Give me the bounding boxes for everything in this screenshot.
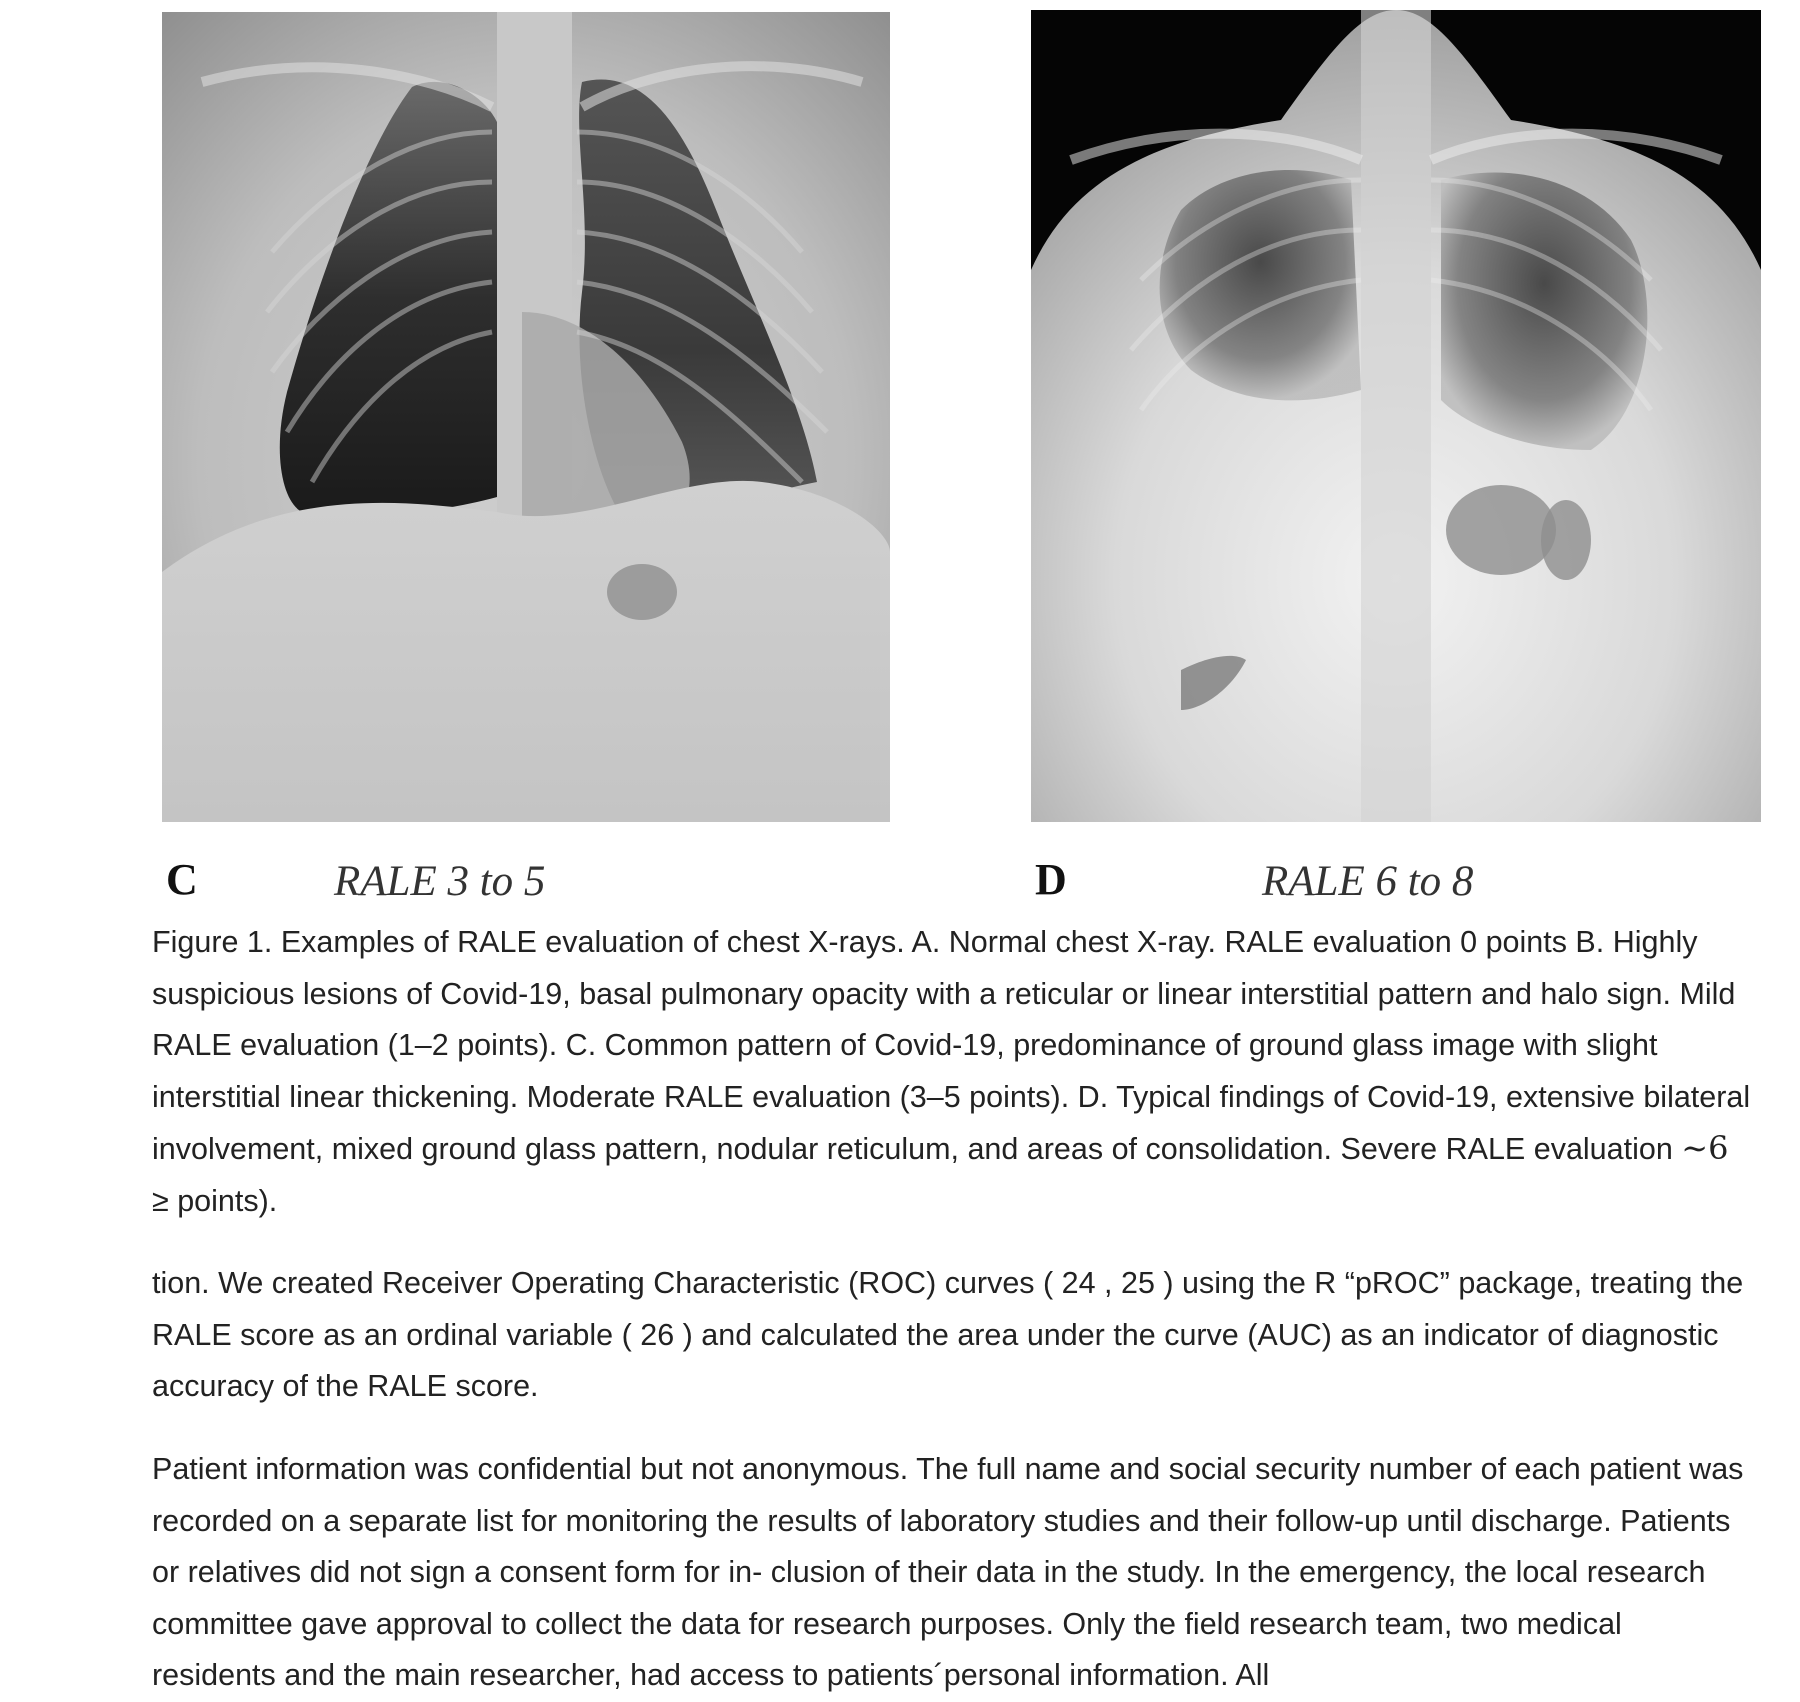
approx-symbol: ∼6 xyxy=(1681,1129,1729,1167)
panel-label-d: D xyxy=(1035,855,1067,904)
figure-caption-end: ≥ points). xyxy=(152,1183,278,1218)
figure-caption-text: Figure 1. Examples of RALE evaluation of chest X-rays. A. Normal chest X-ray. RALE evaluation 0 points B. Highly suspicious lesions of Covid-19, basal pulmonary opacity with a reticular or linear interstitial pattern and halo sign. Mild RALE evaluation (1–2 points). C. Common pattern of Covid-19, predominance of ground glass image with slight interstitial linear thickening. Moderate RALE evaluation (3–5 points). D. Typical findings of Covid-19, extensive bilateral involvement, mixed ground glass pattern, nodular reticulum, and areas of consolidation. Severe RALE evaluation xyxy=(152,925,1751,1166)
body-paragraph: Patient information was confidential but not anonymous. The full name and social security number of each patient was recorded on a separate list for monitoring the results of laboratory studies and their follow-up until discharge. Patients or relatives did not sign a consent form for in- clusion of their data in the study. In the emergency, the local research committee gave approval to collect the data for research purposes. Only the field research team, two medical residents and the main researcher, had access to patients´personal information. All xyxy=(152,1452,1744,1692)
chest-xray-c xyxy=(162,12,890,822)
panel-caption-d: RALE 6 to 8 xyxy=(1262,858,1474,905)
panel-caption-c: RALE 3 to 5 xyxy=(334,858,546,905)
chest-xray-d xyxy=(1031,10,1761,822)
body-paragraph: tion. We created Receiver Operating Characteristic (ROC) curves ( 24 , 25 ) using the R “pROC” package, treating the RALE score as an ordinal variable ( 26 ) and calculated the area under the curve (AUC) as an indicator of diagnostic accuracy of the RALE score. xyxy=(152,1266,1744,1403)
figure-caption xyxy=(152,917,1752,1227)
panel-label-c: C xyxy=(166,855,198,904)
